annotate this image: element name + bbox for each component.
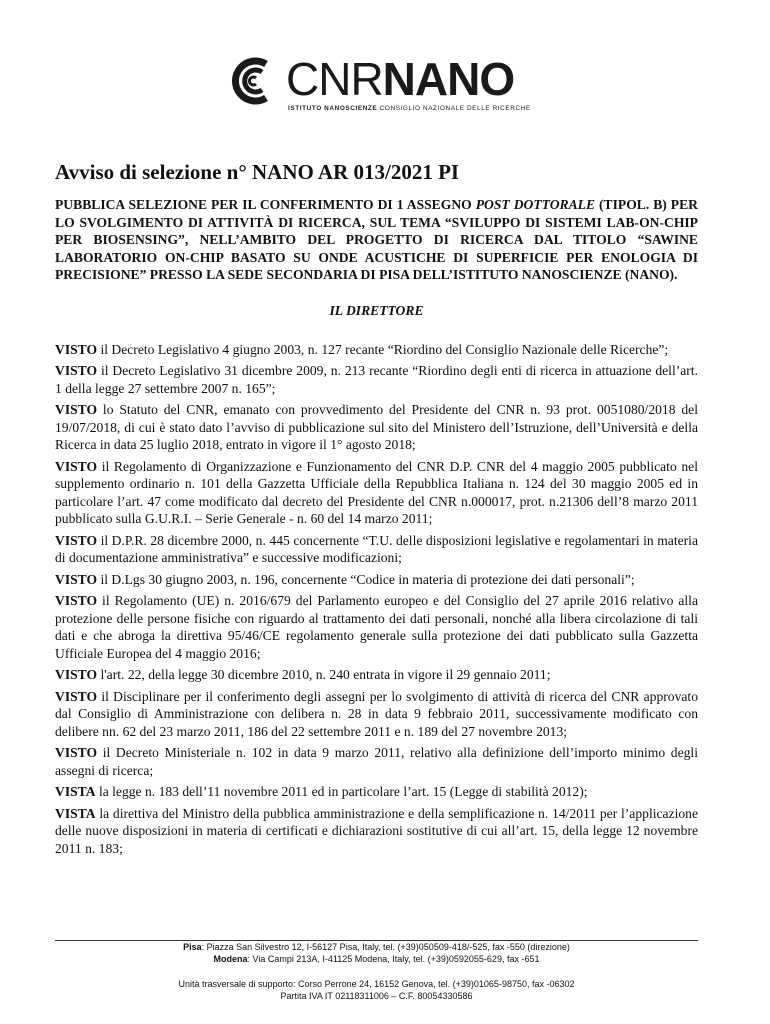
logo-subtitle: ISTITUTO NANOSCIENZE CONSIGLIO NAZIONALE DELLE RICERCHE — [288, 105, 531, 112]
paragraph: VISTO lo Statuto del CNR, emanato con provvedimento del Presidente del CNR n. 93 prot. 0051080/2018 del 19/07/2018, di cui è stato dato l’avviso di pubblicazione sul sito del Ministero dell’Istruzione, dell’Università e della Ricerca in data 25 luglio 2018, entrato in vigore il 1° agosto 2018; — [55, 402, 698, 452]
paragraph: VISTO il Decreto Ministeriale n. 102 in data 9 marzo 2011, relativo alla definizione dell’importo minimo degli assegni di ricerca; — [55, 745, 698, 778]
paragraph: VISTO il Disciplinare per il conferimento degli assegni per lo svolgimento di attività di ricerca del CNR approvato dal Consiglio di Amministrazione con delibera n. 28 in data 9 febbraio 2011, successivamente modificato con delibere nn. 62 del 23 marzo 2011, 186 del 22 settembre 2011 e n. 189 del 27 novembre 2013; — [55, 688, 698, 739]
paragraph: VISTA la direttiva del Ministro della pubblica amministrazione e della semplificazione n. 14/2011 per l’applicazione delle nuove disposizioni in materia di certificati e dichiarazioni sostitutive di cui all’art. 15, della legge 12 novembre 2011 n. 183; — [55, 805, 698, 856]
paragraph: VISTO il Decreto Legislativo 31 dicembre 2009, n. 213 recante “Riordino degli enti di ricerca in attuazione dell’art. 1 della legge 27 settembre 2007 n. 165”; — [55, 363, 698, 396]
document-title: Avviso di selezione n° NANO AR 013/2021 PI — [55, 160, 460, 184]
paragraph: VISTO il D.Lgs 30 giugno 2003, n. 196, concernente “Codice in materia di protezione dei dati personali”; — [55, 571, 635, 587]
paragraph: VISTO il Regolamento di Organizzazione e Funzionamento del CNR D.P. CNR del 4 maggio 2005 pubblicato nel supplemento ordinario n. 101 della Gazzetta Ufficiale della Repubblica Italiana n. 124 del 30 maggio 2005 ed in particolare l’art. 47 come modificato dal decreto del Presidente del CNR n.000017, prot. n.21306 dell’8 marzo 2011 pubblicato sulla G.U.R.I. – Serie Generale - n. 60 del 14 marzo 2011; — [55, 458, 698, 526]
footer-divider — [55, 940, 698, 941]
logo-wordmark: CNRNANO — [286, 53, 515, 105]
selection-subject: PUBBLICA SELEZIONE PER IL CONFERIMENTO DI 1 ASSEGNO POST DOTTORALE (TIPOL. B) PER LO SVOLGIMENTO DI ATTIVITÀ DI RICERCA, SUL TEMA “SVILUPPO DI SISTEMI LAB-ON-CHIP PER BIOSENSING”, NELL’AMBITO DEL PROGETTO DI RICERCA DAL TITOLO “SAWINE LABORATORIO ON-CHIP BASATO SU ONDE ACUSTICHE DI SUPERFICIE PER ENOLOGIA DI PRECISIONE” PRESSO LA SEDE SECONDARIA DI PISA DELL’ISTITUTO NANOSCIENZE (NANO). — [55, 197, 698, 282]
paragraph: VISTO il D.P.R. 28 dicembre 2000, n. 445 concernente “T.U. delle disposizioni legislative e regolamentari in materia di documentazione amministrativa” e successive modificazioni; — [55, 532, 698, 565]
paragraph: VISTO il Regolamento (UE) n. 2016/679 del Parlamento europeo e del Consiglio del 27 aprile 2016 relativo alla protezione delle persone fisiche con riguardo al trattamento dei dati personali, nonché alla libera circolazione di tali dati e che abroga la direttiva 95/46/CE regolamento generale sulla protezione dei dati pubblicato sulla Gazzetta Ufficiale Europea del 4 maggio 2016; — [55, 593, 698, 661]
footer-pisa-address: Pisa: Piazza San Silvestro 12, I-56127 Pisa, Italy, tel. (+39)050509-418/-525, fax -550 (direzione) — [183, 942, 570, 952]
director-heading: IL DIRETTORE — [329, 302, 424, 318]
paragraph: VISTO l'art. 22, della legge 30 dicembre 2010, n. 240 entrata in vigore il 29 gennaio 2011; — [55, 667, 551, 682]
page-footer — [55, 942, 698, 1002]
document-body — [55, 158, 698, 861]
footer-modena-address: Modena: Via Campi 213A, I-41125 Modena, Italy, tel. (+39)0592055-629, fax -651 — [213, 953, 540, 964]
cnr-nano-logo — [226, 48, 531, 118]
paragraph: VISTO il Decreto Legislativo 4 giugno 2003, n. 127 recante “Riordino del Consiglio Nazionale delle Ricerche”; — [55, 341, 669, 357]
cnr-nano-emblem-icon — [226, 52, 284, 110]
footer-vat-number: Partita IVA IT 02118311006 – C.F. 80054330586 — [280, 990, 473, 1001]
paragraph: VISTA la legge n. 183 dell’11 novembre 2011 ed in particolare l’art. 15 (Legge di stabilità 2012); — [55, 784, 588, 799]
footer-genova-address: Unità trasversale di supporto: Corso Perrone 24, 16152 Genova, tel. (+39)01065-98750, fax -06302 — [178, 979, 575, 989]
